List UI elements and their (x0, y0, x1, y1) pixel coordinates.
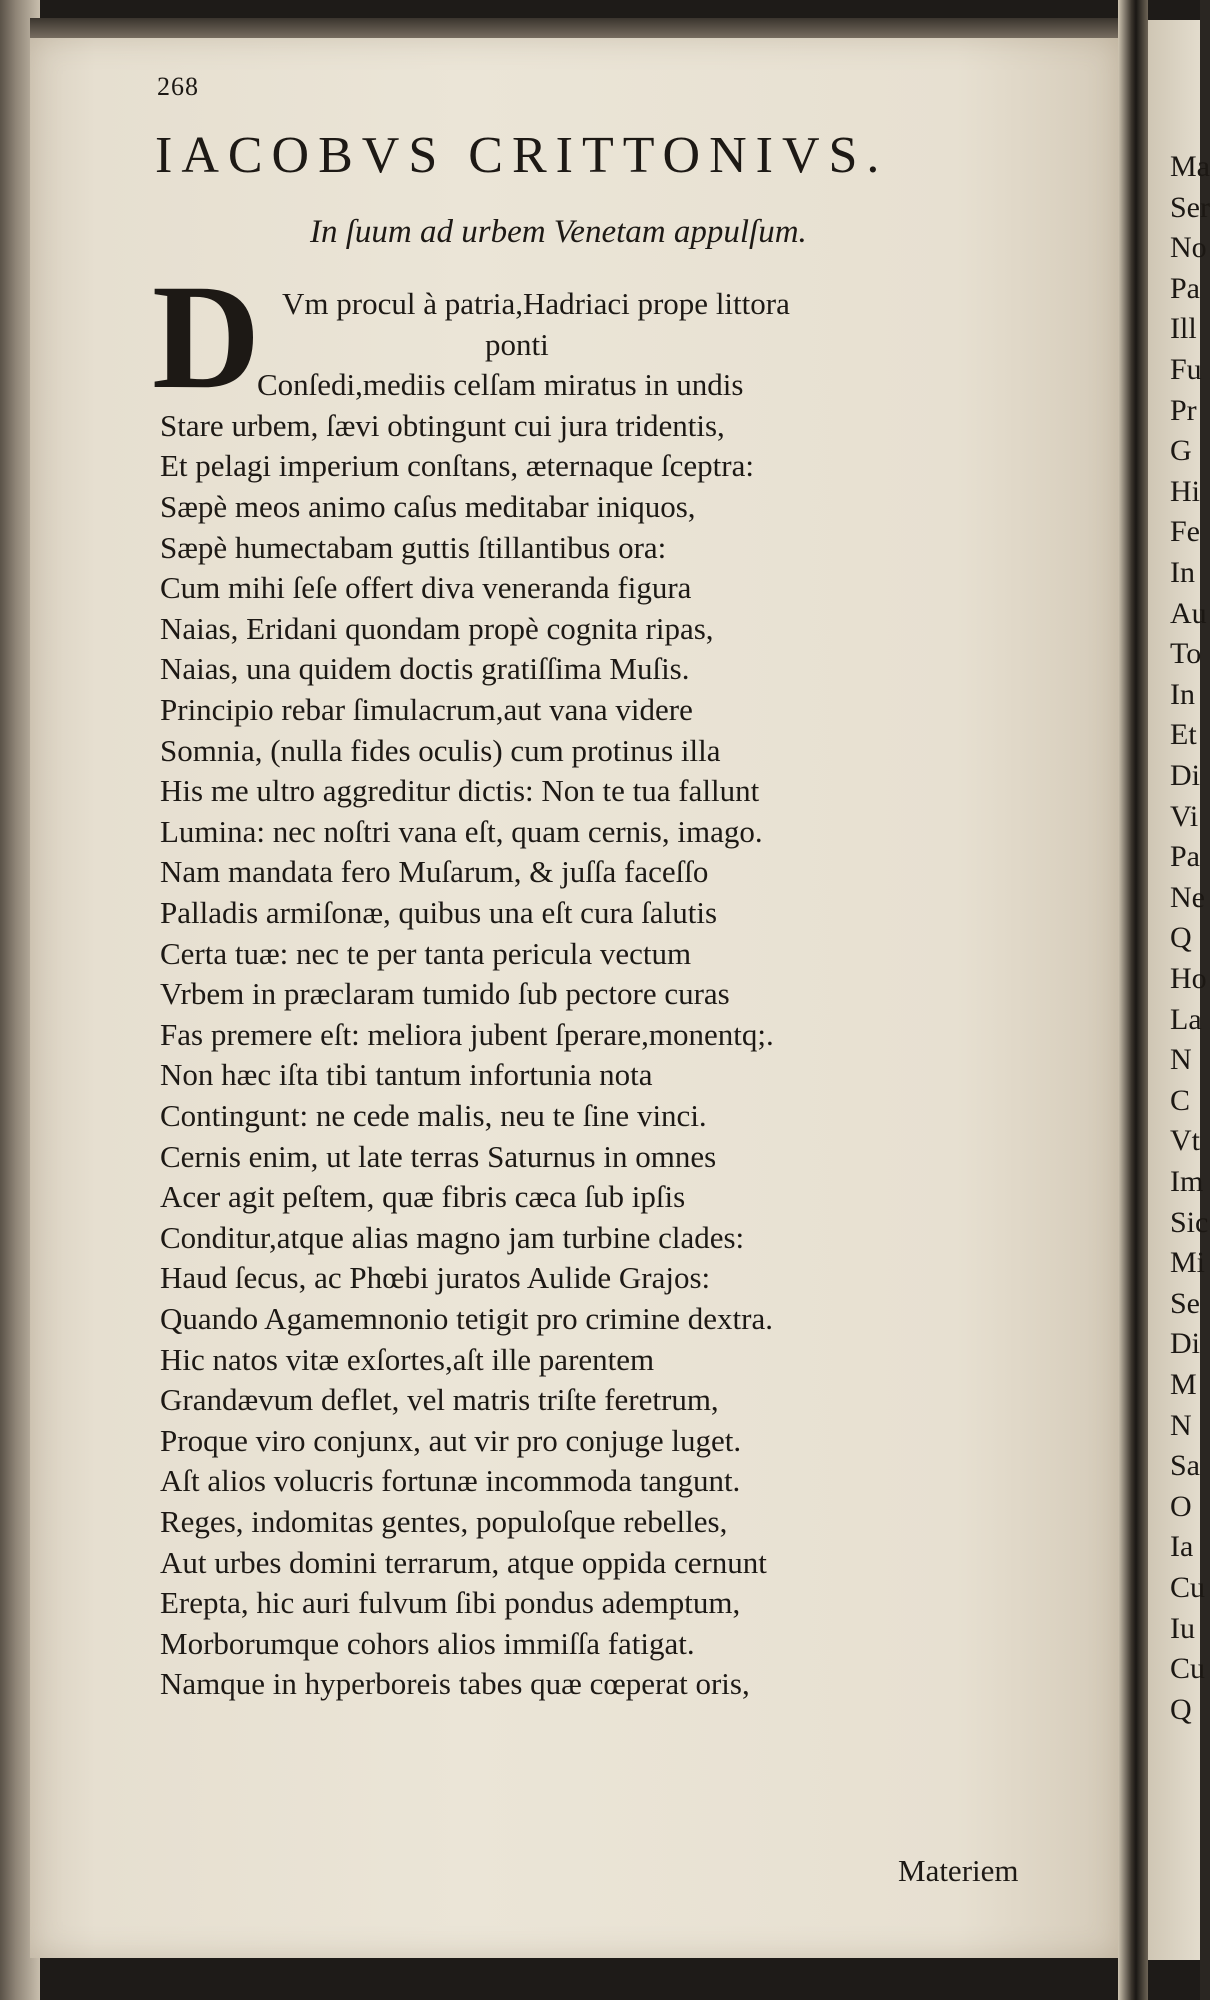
poem-line: Aſt alios volucris fortunæ incommoda tangunt. (160, 1463, 741, 1499)
poem-line: His me ultro aggreditur dictis: Non te tua fallunt (160, 773, 760, 809)
poem-line: Namque in hyperboreis tabes quæ cœperat oris, (160, 1666, 750, 1702)
poem-line: Et pelagi imperium conſtans, æternaque ſceptra: (160, 448, 754, 484)
book-gutter (1118, 0, 1148, 2000)
facing-page-edge (1148, 20, 1210, 1960)
poem-line: Acer agit peſtem, quæ fibris cæca ſub ipſis (160, 1179, 686, 1215)
facing-page-fragment: N (1170, 1408, 1192, 1442)
facing-page-fragment: La (1170, 1002, 1202, 1036)
facing-page-fragment: Mi (1170, 1246, 1206, 1280)
facing-page-fragment: Fe (1170, 515, 1200, 549)
poem-line: Principio rebar ſimulacrum,aut vana videre (160, 692, 693, 727)
poem-line: Hic natos vitæ exſortes,aſt ille parentem (160, 1341, 655, 1377)
facing-page-fragment: Ser (1170, 190, 1210, 224)
poem-line: Sæpè meos animo caſus meditabar iniquos, (160, 489, 696, 524)
facing-page-fragment: M (1170, 1368, 1197, 1401)
poem-line: Morborumque cohors alios immiſſa fatigat. (160, 1625, 695, 1661)
poem-line: Vm procul à patria,Hadriaci prope littora (282, 286, 790, 321)
facing-page-fragment: Vt (1170, 1124, 1200, 1158)
page-top-edge (30, 18, 1120, 40)
facing-page-fragment: G (1170, 434, 1192, 468)
poem-line: Sæpè humectabam guttis ſtillantibus ora: (160, 529, 667, 565)
facing-page-fragment: In (1170, 677, 1195, 711)
facing-page-fragment: Pr (1170, 393, 1197, 427)
facing-page-fragment: In (1170, 556, 1195, 589)
poem-line: Naias, una quidem doctis gratiſſima Muſis. (160, 651, 690, 687)
poem-line: Cum mihi ſeſe offert diva veneranda figura (160, 570, 692, 606)
facing-page-fragment: Et (1170, 718, 1197, 752)
poem-line: Aut urbes domini terrarum, atque oppida cernunt (160, 1544, 767, 1580)
facing-page-fragment: Vi (1170, 799, 1199, 833)
page-number: 268 (157, 72, 199, 101)
facing-page-fragment: Di (1170, 1327, 1200, 1361)
facing-page-fragment: Sa (1170, 1449, 1200, 1483)
author-heading: IACOBVS CRITTONIVS. (155, 127, 889, 184)
poem-line: Non hæc iſta tibi tantum infortunia nota (160, 1057, 653, 1093)
poem-line: Grandævum deflet, vel matris triſte feretrum, (160, 1382, 719, 1418)
poem-line: ponti (485, 326, 549, 362)
poem-line: Cernis enim, ut late terras Saturnus in omnes (160, 1138, 717, 1174)
poem-line: Somnia, (nulla fides oculis) cum protinus illa (160, 732, 721, 768)
facing-page-fragment: Q (1170, 1692, 1192, 1726)
facing-page-fragment: Ne (1170, 880, 1205, 914)
poem-line: Naias, Eridani quondam propè cognita ripas, (160, 610, 714, 646)
facing-page-fragment: Fu (1170, 353, 1202, 386)
facing-page-fragment: Iu (1170, 1611, 1195, 1645)
poem-line: Vrbem in præclaram tumido ſub pectore curas (160, 976, 730, 1012)
facing-page-fragment: Im (1170, 1165, 1204, 1198)
facing-page-fragment: Pa (1170, 840, 1200, 874)
facing-page-fragment: Hi (1170, 474, 1200, 508)
poem-line: Stare urbem, ſævi obtingunt cui jura tridentis, (160, 407, 725, 443)
facing-page-fragment: No (1170, 231, 1207, 265)
facing-page-fragment: Ia (1170, 1530, 1194, 1564)
facing-page-fragment: Cu (1170, 1571, 1206, 1604)
catchword: Materiem (898, 1853, 1019, 1888)
facing-page-fragment: Q (1170, 921, 1192, 955)
facing-page-fragment: Ma (1170, 150, 1210, 183)
poem-line: Certa tuæ: nec te per tanta pericula vectum (160, 935, 692, 971)
facing-page-fragment: Au (1170, 596, 1207, 630)
facing-page-fragment: Se (1170, 1286, 1200, 1320)
facing-page-fragment: Pa (1170, 271, 1200, 305)
poem-line: Proque viro conjunx, aut vir pro conjuge luget. (160, 1422, 742, 1458)
poem-line: Haud ſecus, ac Phœbi juratos Aulide Grajos: (160, 1260, 711, 1296)
facing-page-fragment: Sic (1170, 1205, 1209, 1239)
poem-line: Palladis armiſonæ, quibus una eſt cura ſalutis (160, 895, 718, 930)
poem-subtitle: In ſuum ad urbem Venetam appulſum. (310, 214, 807, 250)
drop-cap-initial: D (152, 254, 261, 420)
facing-page-fragment: C (1170, 1083, 1191, 1117)
poem-line: Conditur,atque alias magno jam turbine clades: (160, 1219, 745, 1255)
poem-line: Lumina: nec noſtri vana eſt, quam cernis, imago. (160, 813, 763, 849)
facing-page-fragment: Cu (1170, 1652, 1206, 1686)
poem-line: Nam mandata fero Muſarum, & juſſa faceſſo (160, 854, 709, 890)
facing-page-fragment: Ho (1170, 962, 1207, 995)
poem-line: Erepta, hic auri fulvum ſibi pondus ademptum, (160, 1585, 741, 1621)
facing-page-fragment: Ill (1170, 312, 1197, 346)
poem-line: Conſedi,mediis celſam miratus in undis (257, 367, 744, 403)
facing-page-fragment: Di (1170, 759, 1200, 792)
poem-line: Quando Agamemnonio tetigit pro crimine dextra. (160, 1301, 773, 1336)
poem-line: Contingunt: ne cede malis, neu te ſine vinci. (160, 1098, 707, 1133)
facing-page-fragment: To (1170, 637, 1202, 671)
poem-line: Fas premere eſt: meliora jubent ſperare,monentq;. (160, 1016, 774, 1052)
facing-page-fragment: O (1170, 1489, 1192, 1523)
poem-line: Reges, indomitas gentes, populoſque rebelles, (160, 1504, 728, 1539)
facing-page-fragment: N (1170, 1043, 1192, 1077)
